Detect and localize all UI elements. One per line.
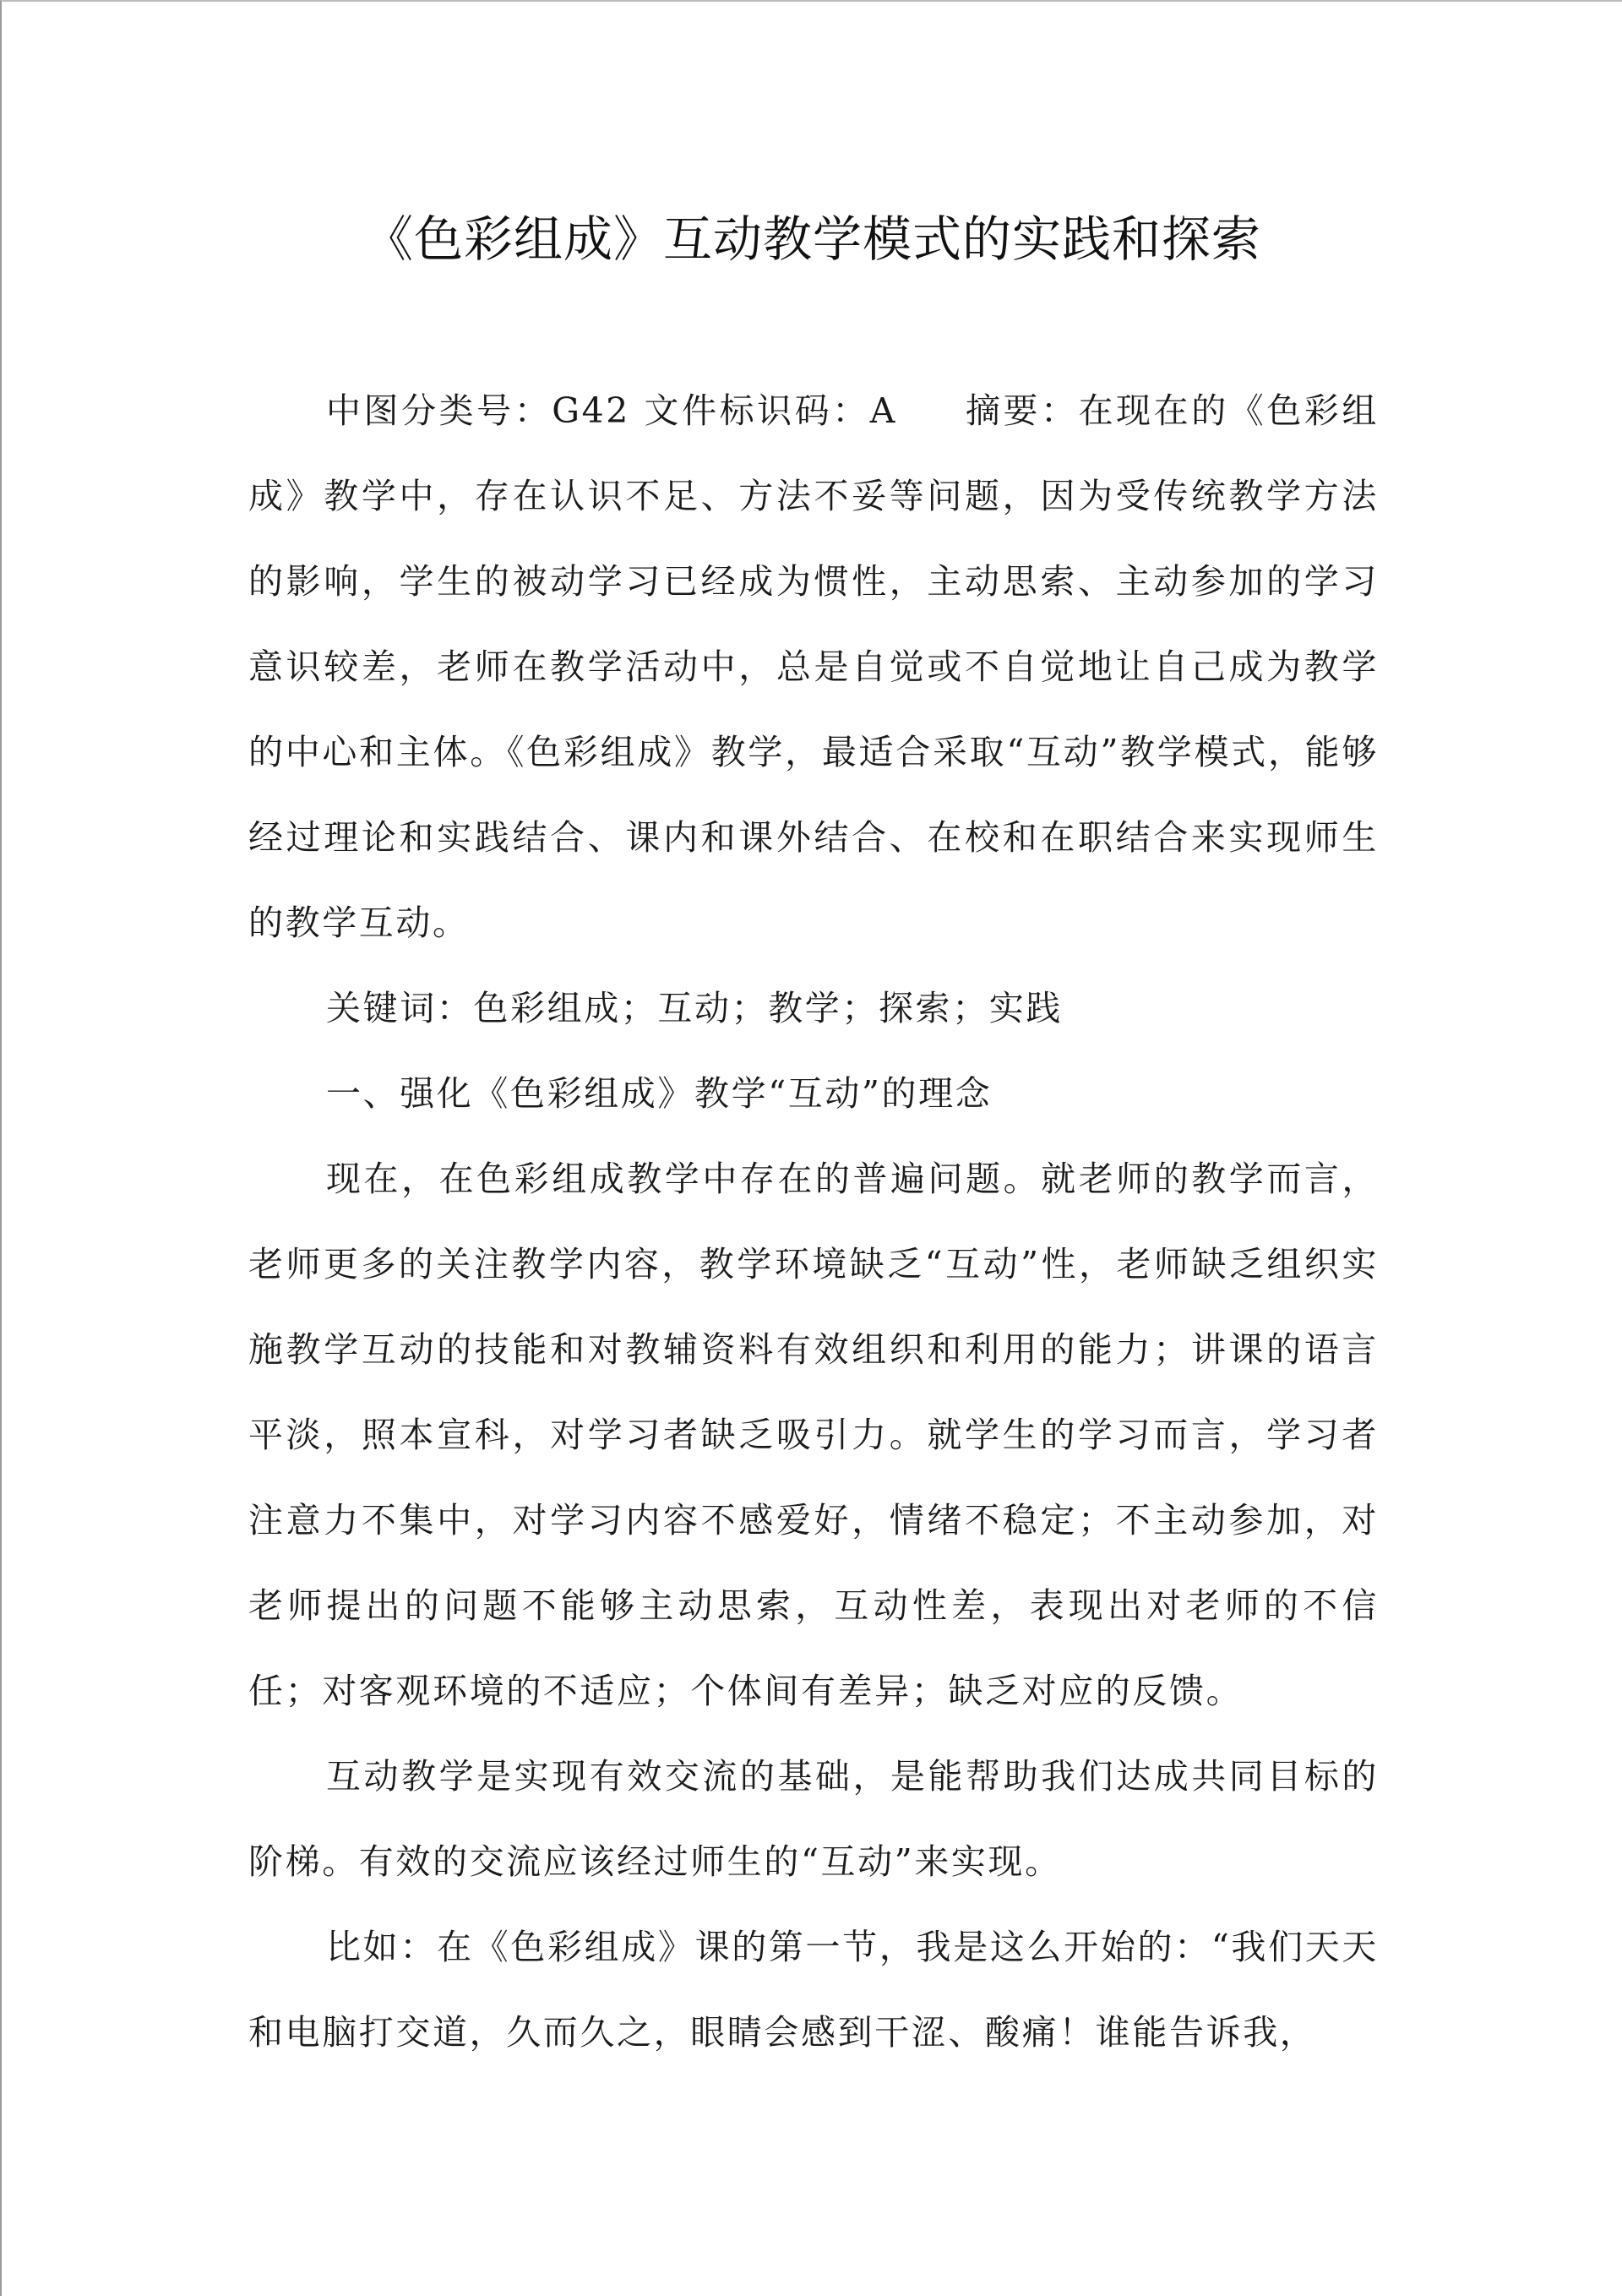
- body-paragraph-3: 比如：在《色彩组成》课的第一节，我是这么开始的：“我们天天和电脑打交道，久而久之，眼睛会感到干涩、酸痛！谁能告诉我，: [248, 1927, 1379, 2053]
- classification-code: 中图分类号：G42 文件标识码：A: [326, 390, 898, 431]
- abstract-text: 摘要：在现在的《色彩组成》教学中，存在认识不足、方法不妥等问题，因为受传统教学方法的影响，学生的被动学习已经成为惯性，主动思索、主动参加的学习意识较差，老师在教学活动中，总是自觉或不自觉地让自己成为教学的中心和主体。《色彩组成》教学，最适合采取“互动”教学模式，能够经过理论和实践结合、课内和课外结合、在校和在职结合来实现师生的教学互动。: [248, 390, 1379, 943]
- body-paragraph-2: 互动教学是实现有效交流的基础，是能帮助我们达成共同目标的阶梯。有效的交流应该经过师生的“互动”来实现。: [248, 1756, 1379, 1882]
- body-paragraph-1: 现在，在色彩组成教学中存在的普遍问题。就老师的教学而言，老师更多的关注教学内容，教学环境缺乏“互动”性，老师缺乏组织实施教学互动的技能和对教辅资料有效组织和利用的能力；讲课的语言平淡，照本宣科，对学习者缺乏吸引力。就学生的学习而言，学习者注意力不集中，对学习内容不感爱好，情绪不稳定；不主动参加，对老师提出的问题不能够主动思索，互动性差，表现出对老师的不信任；对客观环境的不适应；个体间有差异；缺乏对应的反馈。: [248, 1159, 1379, 1711]
- keywords-paragraph: 关键词：色彩组成；互动；教学；探索；实践: [326, 988, 1063, 1028]
- document-title: 《色彩组成》互动教学模式的实践和探索: [363, 210, 1261, 268]
- section-heading: 一、强化《色彩组成》教学“互动”的理念: [326, 1073, 993, 1114]
- document-body: [248, 368, 1379, 2075]
- abstract-paragraph: [248, 368, 1379, 966]
